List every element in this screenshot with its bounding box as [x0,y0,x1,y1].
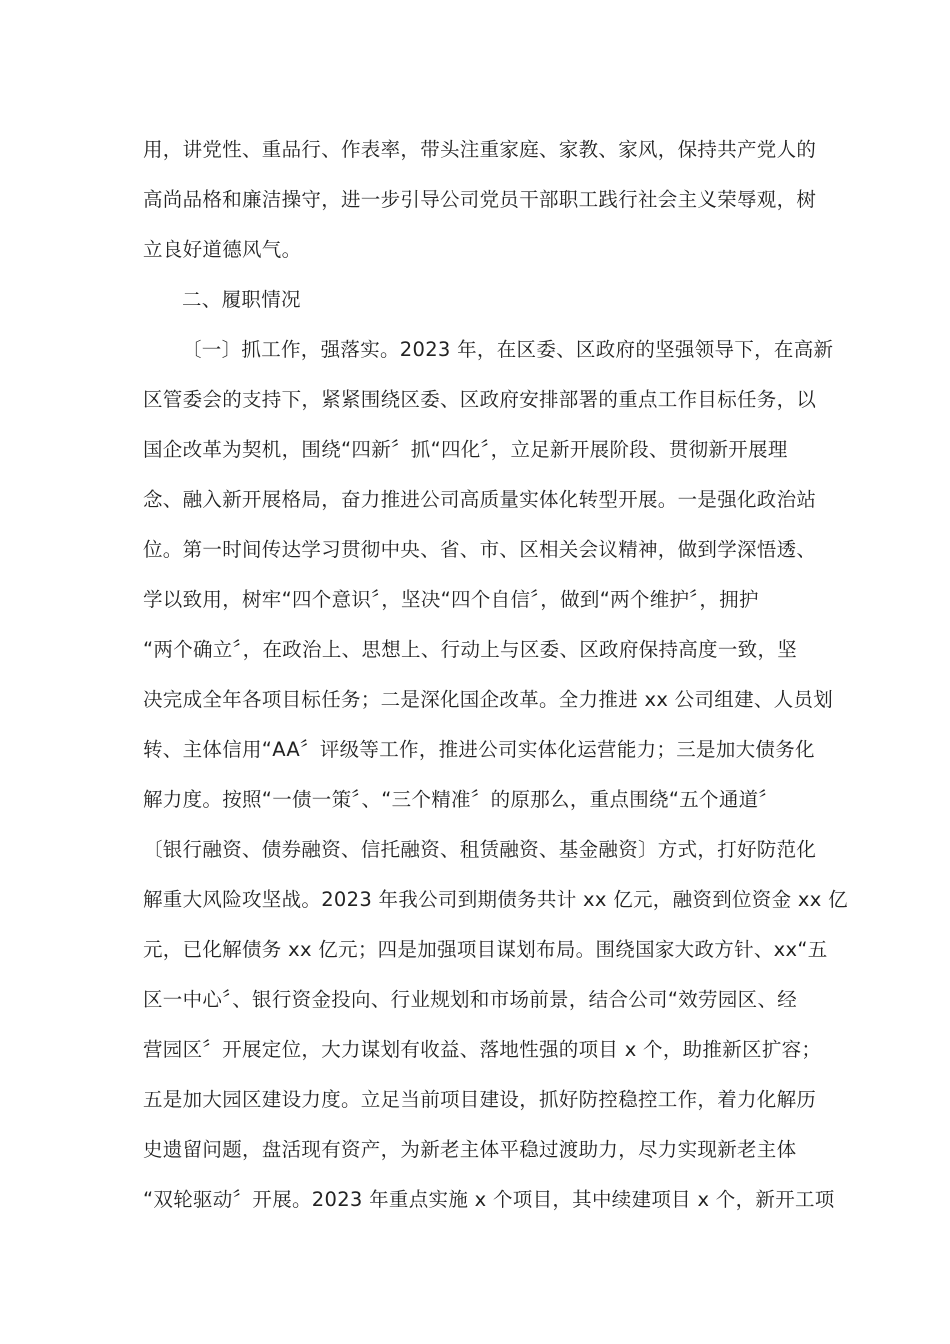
text-line: 高尚品格和廉洁操守，进一步引导公司党员干部职工践行社会主义荣辱观，树 [143,188,817,211]
text-line: 史遗留问题，盘活现有资产，为新老主体平稳过渡助力，尽力实现新老主体 [143,1138,797,1161]
text-line: 立良好道德风气。 [143,238,302,261]
text-line: 念、融入新开展格局，奋力推进公司高质量实体化转型开展。一是强化政治站 [143,488,817,511]
text-line: 国企改革为契机，围绕“四新〞抓“四化〞，立足新开展阶段、贯彻新开展理 [143,438,788,461]
text-line: 决完成全年各项目标任务；二是深化国企改革。全力推进 xx 公司组建、人员划 [143,688,834,711]
text-line: 解力度。按照“一债一策〞、“三个精准〞的原那么，重点围绕“五个通道〞 [143,788,779,811]
paragraph-first-line: 〔一〕抓工作，强落实。2023 年，在区委、区政府的坚强领导下，在高新 [182,338,834,361]
text-line: 学以致用，树牢“四个意识〞，坚决“四个自信〞，做到“两个维护〞，拥护 [143,588,759,611]
text-line: 五是加大园区建设力度。立足当前项目建设，抓好防控稳控工作，着力化解历 [143,1088,817,1111]
text-line: “双轮驱动〞开展。2023 年重点实施 x 个项目，其中续建项目 x 个，新开工项 [143,1188,835,1211]
text-line: 区一中心〞、银行资金投向、行业规划和市场前景，结合公司“效劳园区、经 [143,988,798,1011]
text-line: 元，已化解债务 xx 亿元；四是加强项目谋划布局。围绕国家大政方针、xx“五 [143,938,828,961]
section-heading: 二、履职情况 [182,288,301,311]
text-line: 〔银行融资、债券融资、信托融资、租赁融资、基金融资〕方式，打好防范化 [143,838,817,861]
text-line: 位。第一时间传达学习贯彻中央、省、市、区相关会议精神，做到学深悟透、 [143,538,817,561]
text-line: 转、主体信用“AA〞评级等工作，推进公司实体化运营能力；三是加大债务化 [143,738,815,761]
text-line: 用，讲党性、重品行、作表率，带头注重家庭、家教、家风，保持共产党人的 [143,138,817,161]
text-line: 区管委会的支持下，紧紧围绕区委、区政府安排部署的重点工作目标任务，以 [143,388,817,411]
text-line: 解重大风险攻坚战。2023 年我公司到期债务共计 xx 亿元，融资到位资金 xx 亿 [143,888,848,911]
text-line: “两个确立〞，在政治上、思想上、行动上与区委、区政府保持高度一致，坚 [143,638,798,661]
text-line: 营园区〞开展定位，大力谋划有收益、落地性强的项目 x 个，助推新区扩容； [143,1038,822,1061]
